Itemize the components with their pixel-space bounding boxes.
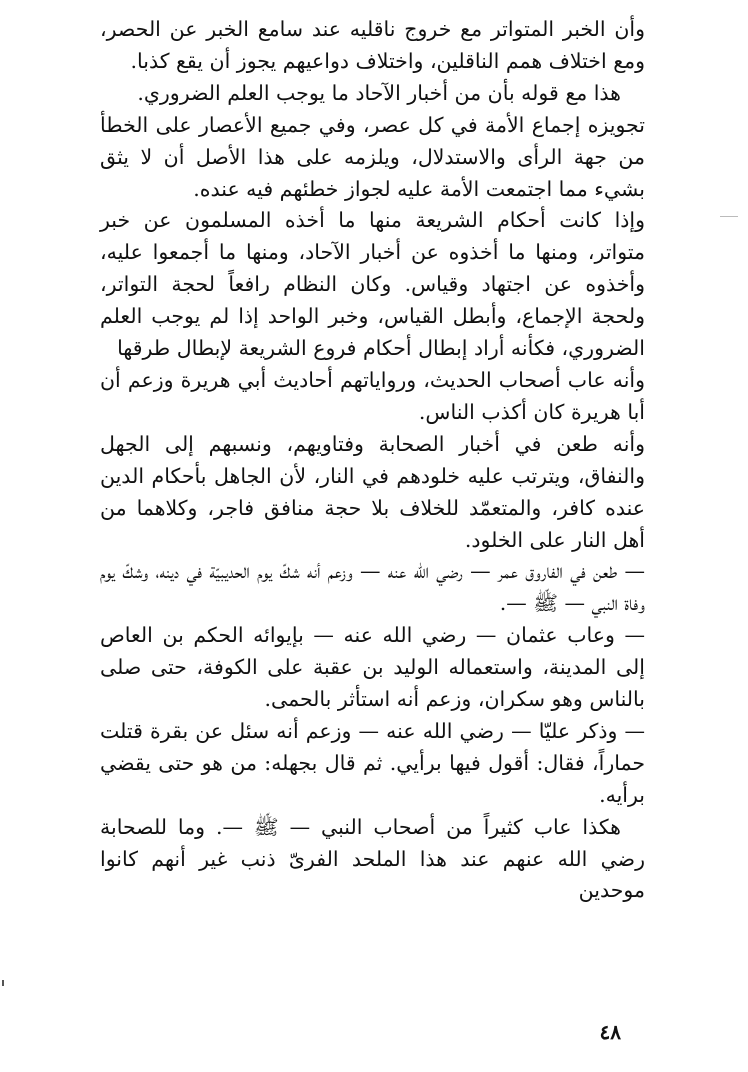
paragraph: — وعاب عثمان — رضي الله عنه — بإيوائه الحكم بن العاص إلى المدينة، واستعماله الوليد بن عقبة على الكوفة، حتى صلى بالناس وهو سكران، وزعم أنه استأثر بالحمى. [100, 623, 645, 712]
paragraph: وأنه طعن في أخبار الصحابة وفتاويهم، ونسبهم إلى الجهل والنفاق، ويترتب عليه خلودهم في النار، لأن الجاهل بأحكام الدين عنده كافر، والمتعمّد للخلاف بلا حجة منافق فاجر، وكلاهما من أهل النار على الخلود. [100, 431, 645, 552]
paragraph: وإذا كانت أحكام الشريعة منها ما أخذه المسلمون عن خبر متواتر، ومنها ما أخذوه عن أخبار الآحاد، ومنها ما أجمعوا عليه، وأخذوه عن اجتهاد وقياس. وكان النظام رافعاً لحجة التواتر، ولحجة الإجماع، وأبطل القياس، وخبر الواحد إذا لم يوجب العلم الضروري، فكأنه أراد إبطال أحكام فروع الشريعة لإبطال طرقها [100, 208, 645, 361]
paragraph: وأنه عاب أصحاب الحديث، ورواياتهم أحاديث أبي هريرة وزعم أن أبا هريرة كان أكذب الناس. [100, 367, 645, 424]
paragraph: وأن الخبر المتواتر مع خروج ناقليه عند سامع الخبر عن الحصر، ومع اختلاف همم الناقلين، واختلاف دواعيهم يجوز أن يقع كذبا. [100, 17, 645, 73]
paragraph: — وذكر عليّا — رضي الله عنه — وزعم أنه سئل عن بقرة قتلت حماراً، فقال: أقول فيها برأيي. ثم قال بجهله: من هو حتى يقضي برأيه. [100, 718, 645, 807]
scan-speck [2, 980, 4, 986]
paragraph: — طعن في الفاروق عمر — رضي الله عنه — وزعم أنه شكّ يوم الحديبيّة في دينه، وشكّ يوم وفاة النبي — ﷺ —. [100, 559, 645, 616]
body-text [100, 14, 645, 907]
page-number: ٤٨ [599, 1020, 621, 1044]
scan-speck [720, 216, 738, 217]
paragraph: تجويزه إجماع الأمة في كل عصر، وفي جميع الأعصار على الخطأ من جهة الرأى والاستدلال، ويلزمه على هذا الأصل أن لا يثق بشيء مما اجتمعت الأمة عليه لجواز خطئهم فيه عنده. [100, 112, 645, 201]
paragraph: هكذا عاب كثيراً من أصحاب النبي — ﷺ —. وما للصحابة رضي الله عنهم عند هذا الملحد الفرىّ ذنب غير أنهم كانوا موحدين [100, 814, 645, 903]
paragraph: هذا مع قوله بأن من أخبار الآحاد ما يوجب العلم الضروري. [137, 80, 621, 105]
